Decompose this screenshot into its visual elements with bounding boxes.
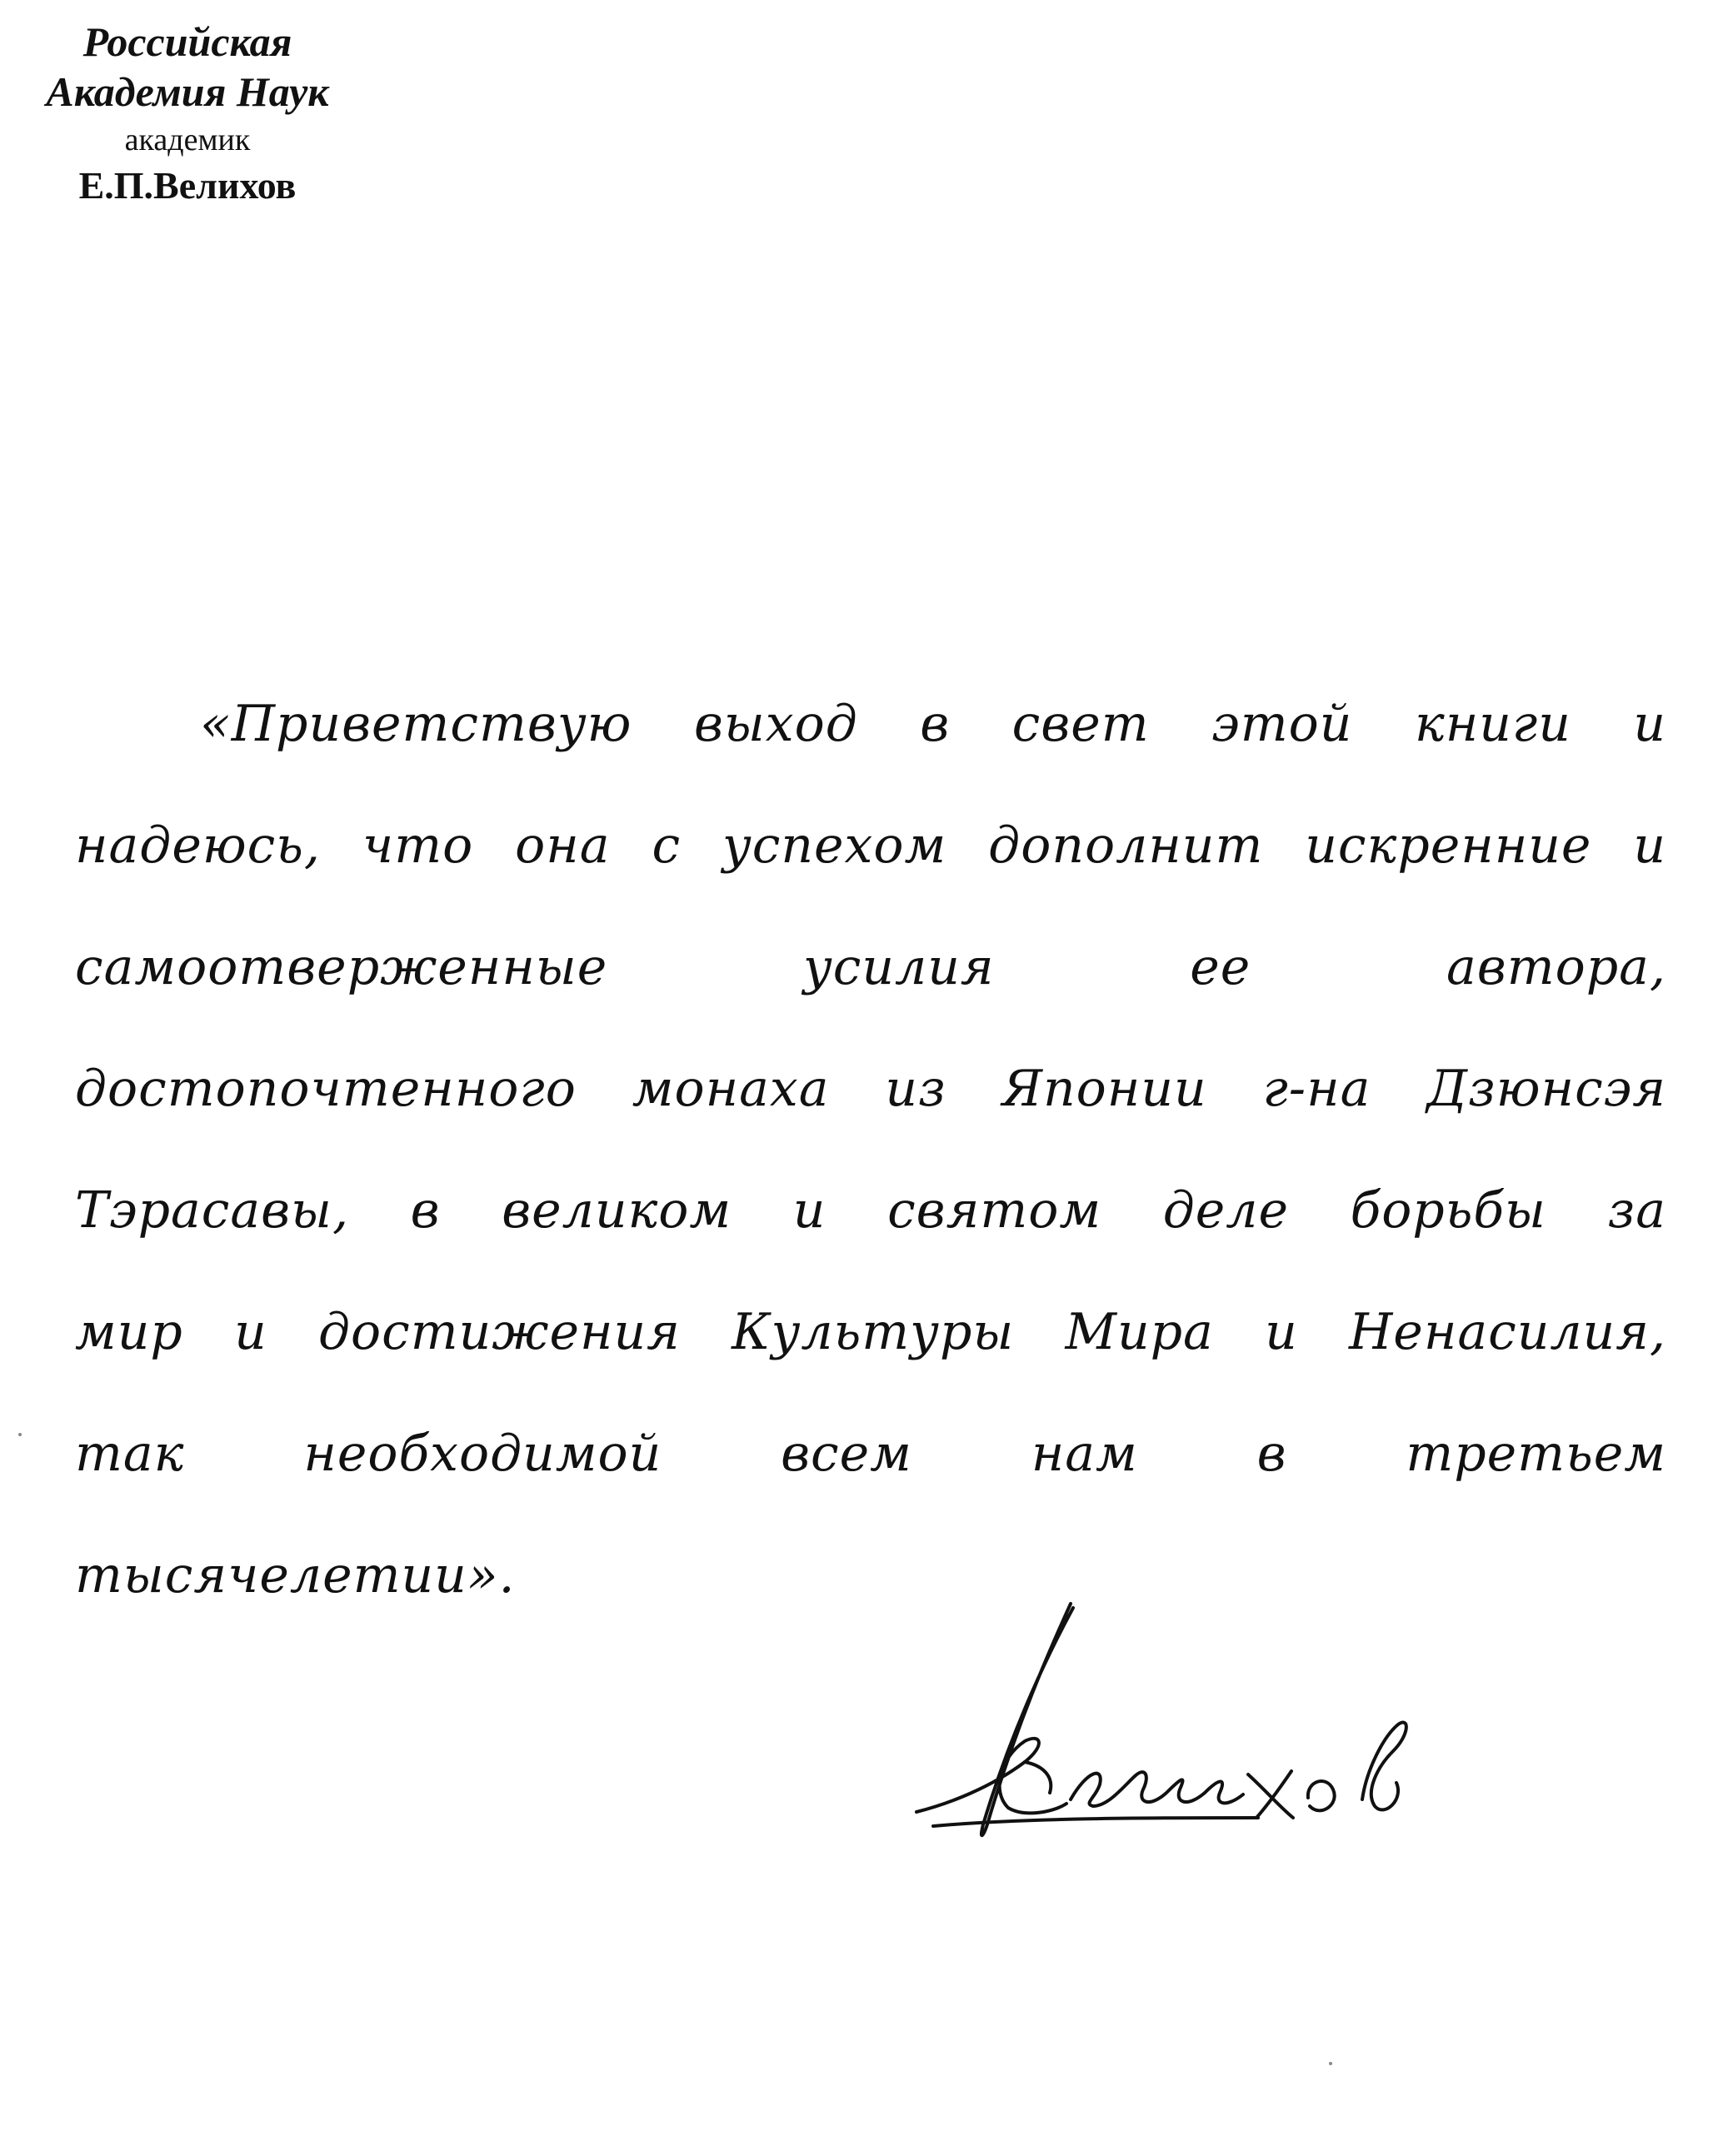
letter-line-4: достопочтенного монаха из Японии г-на Дзюнсэя — [75, 1060, 1666, 1118]
letter-line-8: тысячелетии». — [75, 1546, 516, 1605]
signature-drawing — [900, 1600, 1466, 1849]
letter-line-1: «Приветствую выход в свет этой книги и — [200, 695, 1666, 753]
letterhead — [8, 17, 367, 210]
letter-line-3: самоотверженные усилия ее автора, — [75, 938, 1666, 996]
handwritten-signature — [900, 1600, 1466, 1849]
letter-line-6: мир и достижения Культуры Мира и Ненасилия, — [75, 1303, 1666, 1361]
letterhead-organization-line2: Академия Наук — [46, 68, 329, 115]
scan-speck — [18, 1433, 22, 1436]
letter-body — [75, 663, 1666, 1636]
letter-line-2: надеюсь, что она с успехом дополнит искренние и — [75, 816, 1666, 875]
letterhead-author-name: Е.П.Велихов — [78, 164, 297, 207]
letter-line-5: Тэрасавы, в великом и святом деле борьбы за — [75, 1181, 1666, 1240]
letter-line-7: так необходимой всем нам в третьем — [75, 1425, 1666, 1483]
letterhead-organization-line1: Российская — [82, 18, 292, 65]
letterhead-academic-title: академик — [124, 122, 251, 157]
scan-speck — [1329, 2062, 1332, 2065]
